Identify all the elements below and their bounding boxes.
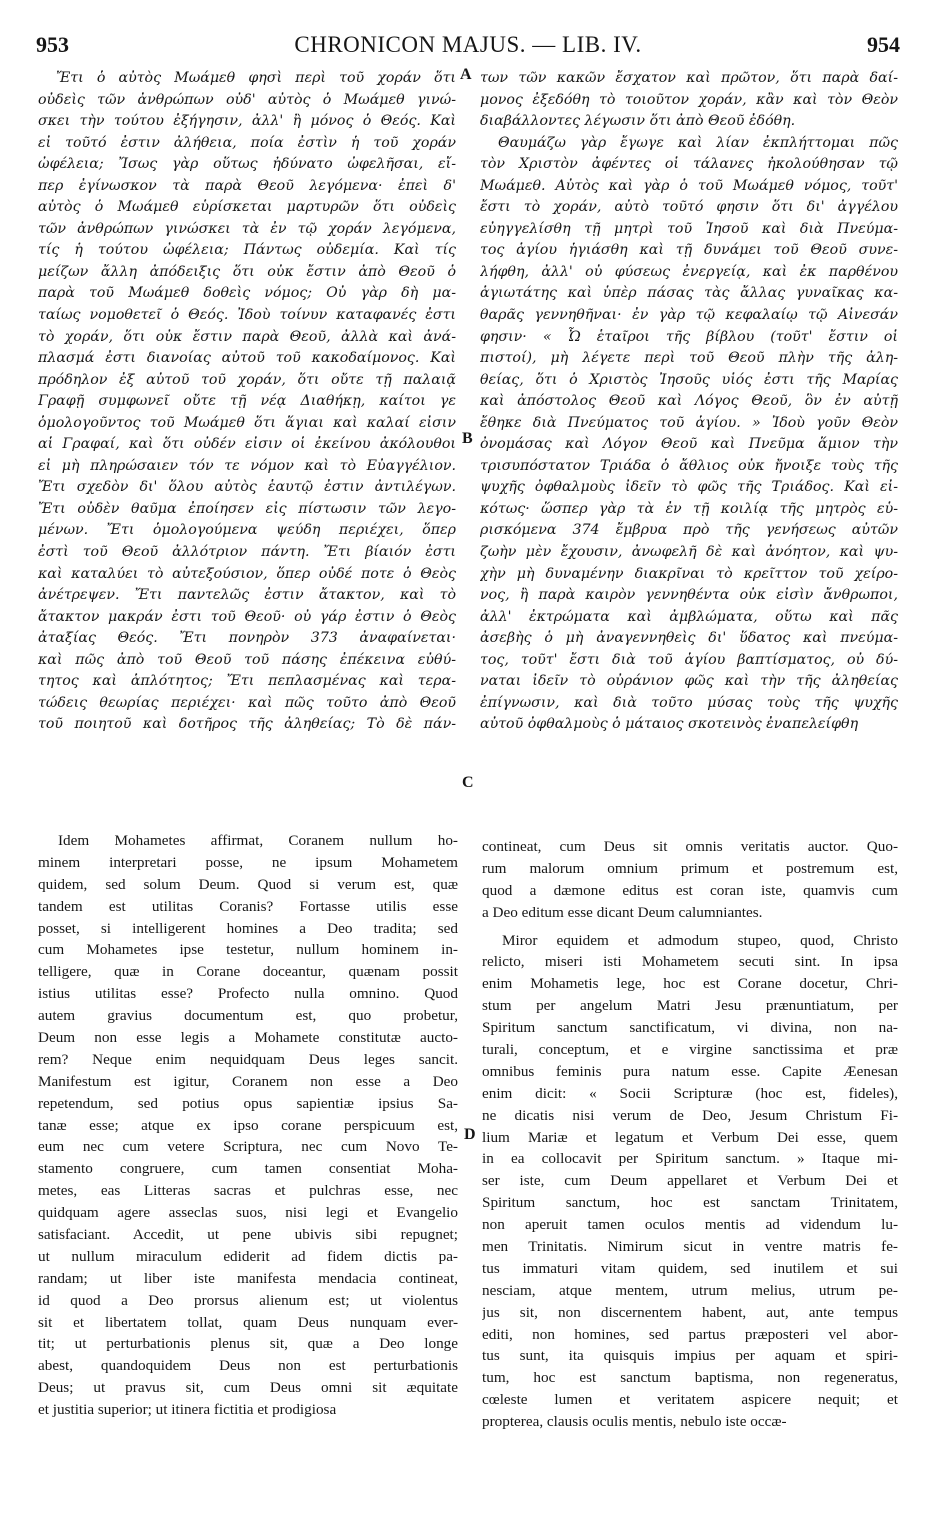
latin-right-line: ne dicatis nisi verum de Deo, Jesum Christum Fi- — [482, 1106, 898, 1124]
latin-left-line: repetendum, sed potius opus sapientiæ ipsius Sa- — [38, 1094, 458, 1112]
greek-left-line: Ἔτι ὁ αὐτὸς Μωάμεθ φησὶ περὶ τοῦ χοράν ὅτι — [56, 70, 456, 86]
latin-left-line: eum nec cum vetere Scriptura, nec cum Novo Te- — [38, 1138, 458, 1156]
greek-left-line: εἰ μὴ πληρώσαιεν τόν τε νόμον καὶ τὸ Εὐαγγέλιον. — [38, 457, 456, 474]
greek-left-line: τὸ χοράν, ὅτι οὐκ ἔστιν παρὰ Θεοῦ, ἀλλὰ καὶ ἀνά- — [38, 328, 456, 345]
greek-right-line: ἐπίγνωσιν, καὶ διὰ τοῦτο μύσας τοὺς τῆς ψυχῆς — [480, 694, 898, 711]
section-marker-b: B — [462, 430, 473, 447]
latin-right-line: turali, conceptum, et e virgine sanctissima et præ — [482, 1041, 898, 1059]
latin-right-line: nesciam, atque mentem, utrum melius, utrum pe- — [482, 1281, 898, 1299]
greek-left-line: πρόδηλον ἐξ αὐτοῦ τοῦ χοράν, ὅτι οὔτε τῇ παλαιᾷ — [38, 371, 456, 388]
greek-right-line: ζωὴν μὲν ἔχουσιν, ἀνωφελῆ δὲ καὶ ἀνόητον, καὶ ψυ- — [480, 544, 898, 561]
latin-right-line: omnibus feminis pura natum esse. Capite Æenesan — [482, 1062, 898, 1080]
latin-left-line: tit; ut perturbationis plenus sit, quæ a Deo longe — [38, 1335, 458, 1353]
greek-right-line: μονος ἐξεδόθη τὸ τοιοῦτον χοράν, κἂν καὶ τὸν Θεὸν — [480, 91, 898, 108]
section-marker-d: D — [464, 1126, 476, 1143]
latin-right-line: contineat, cum Deus sit omnis veritatis auctor. Quo- — [482, 838, 898, 855]
greek-column-right — [480, 68, 898, 736]
greek-left-line: παρὰ τοῦ Μωάμεθ δοθεὶς νόμος; Οὐ γὰρ δὴ μα- — [38, 285, 456, 302]
latin-left-line: randam; ut liber iste manifesta mendacia contineat, — [38, 1269, 458, 1287]
greek-right-line: ἁγιωτάτης καὶ ὑπὲρ πάσας τὰς ἄλλας γυναῖκας κα- — [480, 285, 898, 302]
greek-right-line: διαβάλλοντες λέγωσιν ὅτι ἀπὸ Θεοῦ ἐδόθη. — [480, 113, 796, 130]
greek-left-line: μένων. Ἔτι ὁμολογούμενα ψεύδη περιέχει, ὅπερ — [38, 522, 456, 539]
greek-right-line: Θαυμάζω γὰρ ἔγωγε καὶ λίαν ἐκπλήττομαι πῶς — [498, 134, 898, 151]
section-marker-c: C — [462, 774, 474, 791]
latin-right-line: Miror equidem et admodum stupeo, quod, Christo — [502, 931, 898, 949]
latin-left-line: cum Mohametes ipse testetur, nullum hominem in- — [38, 941, 458, 959]
latin-left-line: tanæ esse; atque ex ipso corane perspicuum est, — [38, 1116, 458, 1134]
greek-left-line: τοῦ ποιητοῦ καὶ δοτῆρος τῆς ἀληθείας; Τὸ δὲ πάν- — [38, 716, 456, 733]
greek-left-line: αὐτὸς ὁ Μωάμεθ εὑρίσκεται μαρτυρῶν ὅτι οὐδεὶς — [38, 199, 456, 216]
latin-right-line: Spiritum sanctum, hoc est sanctam Trinitatem, — [482, 1194, 898, 1212]
latin-right-line: cœleste lumen et veritatem aspicere nequit; et — [482, 1391, 898, 1409]
latin-right-line: Spiritum sanctum sanctificatum, vi divina, non na- — [482, 1019, 898, 1037]
greek-left-line: ἄτακτον μακράν ἐστι τοῦ Θεοῦ· οὐ γάρ ἐστιν ὁ Θεὸς — [38, 608, 456, 625]
latin-right-line: tus immaturi vitam quidem, sed inutilem et sui — [482, 1259, 898, 1277]
greek-right-line: πιστοί), μὴ λέγετε περὶ τοῦ Θεοῦ πλὴν τῆς ἀλη- — [480, 350, 898, 367]
greek-left-line: ἀταξίας Θεός. Ἔτι πονηρὸν 373 ἀναφαίνεται· — [38, 630, 456, 647]
greek-right-line: καὶ ἀπόστολος Θεοῦ καὶ Λόγος Θεοῦ, ὃν ἐν αὐτῇ — [480, 393, 898, 410]
latin-left-line: sit et libertatem tollat, quam Deus nunquam ever- — [38, 1313, 458, 1331]
greek-right-line: τος, τοῦτ' ἔστι διὰ τοῦ ἁγίου βαπτίσματος, οὐ δύ- — [480, 651, 898, 668]
latin-right-line: relicto, miseri isti Mohametem secuti sint. In ipsa — [482, 953, 898, 971]
greek-right-line: ἔστι τὸ χοράν, αὐτὸ τοῦτό φησιν ὅτι δι' ἀγγέλου — [480, 199, 898, 216]
latin-right-line: enim dicit: « Socii Scripturæ (hoc est, fideles), — [482, 1084, 898, 1102]
greek-left-line: ὠφέλεια; Ἴσως γὰρ οὕτως ἠδύνατο ὠφελῆσαι, εἴ- — [38, 156, 456, 173]
greek-left-line: ἐστὶ τοῦ Θεοῦ ἀλλότριον πάντη. Ἔτι βίαιόν ἐστι — [38, 544, 456, 561]
greek-right-line: ναται ἰδεῖν τὸ οὐράνιον φῶς καὶ τὴν τῆς ἀληθείας — [480, 673, 898, 690]
greek-left-line: Γραφῇ συμφωνεῖ οὔτε τῇ νέᾳ Διαθήκῃ, καίτοι γε — [38, 393, 456, 410]
latin-right-line: tus sunt, ita quisquis impius per aquam et spiri- — [482, 1347, 898, 1365]
page-number-left: 953 — [36, 32, 69, 57]
latin-left-line: istius utilitas esse? Profecto nulla omnino. Quod — [38, 985, 458, 1003]
latin-right-line: men Trinitatis. Nimirum sicut in ventre matris fe- — [482, 1238, 898, 1256]
greek-right-line: κότως· ὥσπερ γὰρ τὰ ἐν τῇ κοιλίᾳ τῆς μητρὸς εὑ- — [480, 500, 898, 517]
greek-left-line: Ἔτι οὐδὲν θαῦμα ἐποίησεν εἰς πίστωσιν τῶν λεγο- — [38, 500, 456, 517]
greek-left-line: τώδεις θεωρίας περιέχει· καὶ πῶς τοῦτο ἀπὸ Θεοῦ — [38, 694, 456, 711]
latin-left-line: et justitia superior; ut itinera fictitia et prodigiosa — [38, 1401, 337, 1419]
greek-right-line: των τῶν κακῶν ἔσχατον καὶ πρῶτον, ὅτι παρὰ δαί- — [480, 70, 898, 86]
greek-left-line: τητος καὶ ἁπλότητος; Ἔτι πεπλασμένας καὶ τερα- — [38, 673, 456, 690]
greek-left-line: ἀνέτρεψεν. Ἔτι παντελῶς ἐστιν ἄτακτον, καὶ τὸ — [38, 587, 456, 604]
latin-left-line: satisfaciant. Accedit, ut pene ubivis sibi repugnet; — [38, 1226, 458, 1244]
greek-right-line: χὴν μὴ δυναμένην διακρῖναι τὸ κρεῖττον τοῦ χείρο- — [480, 565, 898, 582]
greek-right-line: ἀσεβὴς ὁ μὴ ἀναγεννηθεὶς δι' ὕδατος καὶ πνεύμα- — [480, 630, 898, 647]
greek-left-line: καὶ καταλύει τὸ αὐτεξούσιον, ὅπερ οὐδέ ποτε ὁ Θεὸς — [38, 565, 456, 582]
latin-column-right — [482, 836, 898, 1433]
latin-right-line: jus sit, non discernentem habent, aut, ante tempus — [482, 1303, 898, 1321]
latin-right-line: tum, hoc est sanctum baptisma, non regeneratus, — [482, 1369, 898, 1387]
greek-right-line: εὐηγγελίσθη τῇ μητρὶ τοῦ Ἰησοῦ καὶ διὰ Πνεύμα- — [480, 220, 898, 237]
latin-left-line: stamento congruere, cum tamen consentiat Moha- — [38, 1160, 458, 1178]
greek-left-line: αἱ Γραφαί, καὶ ὅτι οὐδέν εἰσιν οἱ ἐκείνου ἀκόλουθοι — [38, 436, 456, 453]
greek-right-line: τὸν Χριστὸν ἀφέντες οἱ τάλανες ἠκολούθησαν τῷ — [480, 156, 898, 173]
latin-left-line: ut nullum miraculum ediderit ad fidem dictis pa- — [38, 1247, 458, 1265]
greek-right-line: φησιν· « Ὦ ἑταῖροι τῆς βίβλου (τοῦτ' ἔστιν οἱ — [480, 328, 898, 345]
greek-left-line: τίς ἡ τούτου ὠφέλεια; Πάντως οὐδεμία. Καὶ τίς — [38, 242, 456, 259]
greek-right-line: ὀνομάσας καὶ Λόγον Θεοῦ καὶ Πνεῦμα ἅμιον τὴν — [480, 436, 898, 453]
latin-right-line: editi, non homines, sed partus præposteri vel abor- — [482, 1325, 898, 1343]
greek-right-line: ἀλλ' ἐκτρώματα καὶ ἀμβλώματα, οὕτω καὶ πᾶς — [480, 608, 898, 625]
section-marker-a: A — [460, 66, 472, 83]
latin-left-line: Idem Mohametes affirmat, Coranem nullum ho- — [58, 832, 458, 849]
latin-right-line: rum malorum omnium primum et postremum est, — [482, 859, 898, 877]
greek-right-line: λήφθη, ἀλλ' οὐ φύσεως ἐνεργείᾳ, καὶ ἐκ παρθένου — [480, 263, 898, 280]
latin-left-line: quidem, sed solum Deum. Quod si verum est, quæ — [38, 875, 458, 893]
latin-left-line: tandem est utilitas Coranis? Fortasse utilis esse — [38, 897, 458, 915]
greek-left-line: περ ἐγίνωσκον τὰ παρὰ Θεοῦ λεγόμενα· ἐπεὶ δ' — [38, 177, 456, 194]
greek-right-line: νος, ἢ παρὰ καιρὸν γεννηθέντα οὐκ εἰσὶν ἄνθρωποι, — [480, 587, 898, 604]
greek-column-left — [38, 68, 456, 736]
latin-column-left — [38, 830, 458, 1421]
latin-left-line: posset, si intelligerent homines a Deo tradita; sed — [38, 919, 458, 937]
greek-right-line: ρισκόμενα 374 ἔμβρυα πρὸ τῆς γενήσεως αὐτῶν — [480, 522, 898, 539]
page-number-right: 954 — [867, 32, 900, 57]
running-title: CHRONICON MAJUS. — LIB. IV. — [294, 32, 642, 57]
latin-left-line: id quod a Deo prorsus alienum est; ut violentus — [38, 1291, 458, 1309]
latin-right-line: propterea, clausis oculis mentis, nebulo iste occæ- — [482, 1413, 787, 1431]
greek-right-line: τρισυπόστατον Τριάδα ὁ ἄθλιος οὐκ ἤνοιξε τοὺς τῆς — [480, 457, 898, 474]
latin-right-line: in ea collocavit per Spiritum sanctum. » Itaque mi- — [482, 1150, 898, 1168]
latin-left-line: quidquam agere asseclas suos, nisi legi et Evangelio — [38, 1204, 458, 1222]
greek-left-line: σκει τὴν τούτου ἐξήγησιν, ἀλλ' ἢ μόνος ὁ Θεός. Καὶ — [38, 113, 456, 130]
latin-right-line: lium Mariæ et legatum et Verbum Dei esse, quem — [482, 1128, 898, 1146]
greek-right-line: θείας, ὅτι ὁ Χριστὸς Ἰησοῦς υἱός ἐστι τῆς Μαρίας — [480, 371, 898, 388]
latin-left-line: minem interpretari posse, ne ipsum Mohametem — [38, 853, 458, 871]
greek-right-line: θαρᾶς γεννηθῆναι· ἐν γὰρ τῷ κεφαλαίῳ τῷ Αἰνεσάν — [480, 307, 898, 324]
greek-left-line: τῶν ἀνθρώπων γινώσκει τὰ ἐν τῷ χοράν λεγόμενα, — [38, 220, 456, 237]
latin-left-line: telligere, quæ in Corane doceantur, quænam possit — [38, 963, 458, 981]
greek-right-line: αὐτοῦ ὀφθαλμοὺς ὁ μάταιος σκοτεινὸς ἐναπελείφθη — [480, 716, 859, 733]
latin-left-line: Deum non esse legis a Mohamete constitutæ aucto- — [38, 1029, 458, 1047]
latin-left-line: Manifestum est igitur, Coranem non esse a Deo — [38, 1072, 458, 1090]
greek-left-line: μείζων ἄλλη ἀπόδειξις ὅτι οὐκ ἔστιν ἀπὸ Θεοῦ ὁ — [38, 263, 456, 280]
greek-left-line: πλασμά ἐστι διανοίας αὐτοῦ τοῦ κακοδαίμονος. Καὶ — [38, 350, 456, 367]
greek-left-line: καὶ πῶς ἀπὸ τοῦ Θεοῦ τοῦ πάσης ἐπέκεινα εὐθύ- — [38, 651, 456, 668]
greek-right-line: ἔθηκε διὰ Πνεύματος τοῦ ἁγίου. » Ἰδοὺ γοῦν Θεὸν — [480, 414, 898, 431]
latin-right-line: ser iste, cum Deum appellaret et Verbum Dei et — [482, 1172, 898, 1190]
latin-right-line: quod a dæmone editus est coran iste, quamvis cum — [482, 881, 898, 899]
greek-right-line: Μωάμεθ. Αὐτὸς καὶ γὰρ ὁ τοῦ Μωάμεθ νόμος, τοῦτ' — [480, 177, 898, 194]
latin-left-line: metes, eas Litteras sacras et pulchras esse, nec — [38, 1182, 458, 1200]
latin-right-line: stum per angelum Matri Jesu prænuntiatum, per — [482, 997, 898, 1015]
latin-left-line: Deus; ut pravus sit, cum Deus omni sit æquitate — [38, 1379, 458, 1397]
latin-right-line: enim Mohametis lege, hoc est Corane docetur, Chri- — [482, 975, 898, 993]
latin-left-line: rem? Neque enim nequidquam Deus leges sancit. — [38, 1050, 458, 1068]
running-header — [0, 32, 936, 62]
greek-left-line: εἰ τοῦτό ἐστιν ἀλήθεια, ποία ἐστὶν ἡ τοῦ χοράν — [38, 134, 456, 151]
latin-left-line: autem gravius documentum est, quo probetur, — [38, 1007, 458, 1025]
greek-left-line: Ἔτι σχεδὸν δι' ὅλου αὐτὸς ἑαυτῷ ἐστιν ἀντιλέγων. — [38, 479, 456, 496]
latin-right-line: a Deo editum esse dicant Deum calumniantes. — [482, 903, 763, 921]
greek-left-line: οὐδεὶς τῶν ἀνθρώπων οὐδ' αὐτὸς ὁ Μωάμεθ γινώ- — [38, 91, 456, 108]
greek-left-line: ὁμολογοῦντος τοῦ Μωάμεθ ὅτι ἅγιαι καὶ καλαί εἰσιν — [38, 414, 456, 431]
greek-right-line: ψυχῆς ὀφθαλμοὺς ἰδεῖν τὸ φῶς τῆς Τριάδος. Καὶ εἰ- — [480, 479, 898, 496]
latin-right-line: non aperuit tamen oculos mentis ad videndum lu- — [482, 1216, 898, 1234]
latin-left-line: abest, quandoquidem Deus non est perturbationis — [38, 1357, 458, 1375]
greek-right-line: τος ἁγίου ἡγιάσθη καὶ τῇ δυνάμει τοῦ Θεοῦ συνε- — [480, 242, 898, 259]
greek-left-line: ταίως νομοθετεῖ ὁ Θεός. Ἰδοὺ τοίνυν καταφανές ἐστι — [38, 307, 456, 324]
